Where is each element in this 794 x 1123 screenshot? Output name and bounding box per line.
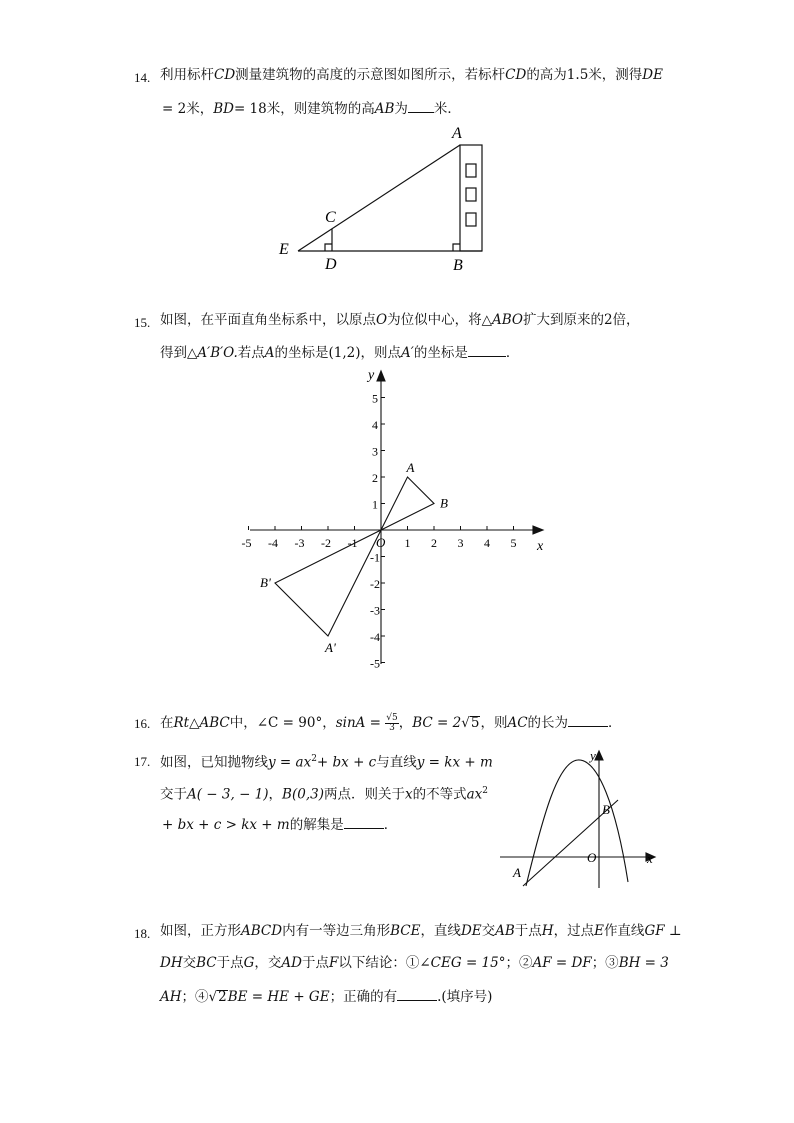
x-axis-label: x	[537, 539, 544, 554]
x-tick-label: 1	[404, 536, 411, 550]
x-tick-label: 5	[510, 536, 517, 550]
triangle-abo	[381, 477, 434, 530]
answer-blank[interactable]	[397, 986, 437, 1001]
x-tick-label: -3	[294, 536, 305, 550]
y-tick-label: -3	[370, 603, 380, 618]
q15-line-1: 如图，在平面直角坐标系中，以原点O为位似中心，将△ABO扩大到原来的2倍，	[160, 312, 640, 328]
y-tick-label: 2	[372, 471, 378, 485]
label-a: A	[406, 460, 415, 475]
q17-line-2: 交于A( − 3, − 1)，B(0,3)两点．则关于x的不等式$ax^2$	[160, 786, 489, 803]
window-1	[466, 164, 476, 177]
y-axis-arrow	[595, 751, 603, 760]
answer-blank[interactable]	[408, 98, 434, 113]
q14-diagram	[270, 120, 500, 275]
label-b-prime: B'	[260, 575, 271, 590]
y-tick-label: -4	[370, 630, 380, 644]
x-tick-label: -4	[268, 536, 278, 550]
q15-line-2: 得到△A′B′O.若点A的坐标是(1,2)，则点A′的坐标是 ．	[160, 342, 519, 362]
window-2	[466, 188, 476, 201]
answer-blank[interactable]	[568, 712, 608, 727]
q16-line: 在Rt△ABC中，∠C = 90°，sinA = $\frac{√5}{3}$ ，BC = 2√5，则AC的长为 ．	[160, 713, 622, 733]
x-tick-label: 2	[431, 536, 437, 550]
label-a-prime: A'	[325, 640, 336, 655]
y-tick-label: 3	[372, 444, 378, 459]
origin-label: O	[587, 850, 597, 865]
building-rect	[460, 145, 482, 251]
sin-fraction: $\frac{√5}{3}$	[386, 713, 398, 733]
label-b: B	[440, 495, 448, 511]
y-tick-label: 4	[372, 418, 378, 432]
question-number-14: 14.	[134, 70, 151, 85]
q17-graph	[498, 746, 663, 896]
sight-line	[298, 145, 460, 251]
y-axis-label: y	[590, 748, 596, 763]
question-number-16: 16.	[134, 716, 151, 731]
q14-line-2: = 2米，BD= 18米，则建筑物的高AB为 米．	[162, 98, 461, 118]
x-axis-label: x	[647, 851, 653, 866]
q14-line-1: 利用标杆CD测量建筑物的高度的示意图如图所示，若标杆CD的高为1.5米，测得DE	[160, 67, 663, 83]
window-3	[466, 213, 476, 226]
y-tick-label: -1	[370, 550, 380, 565]
question-number-18: 18.	[134, 926, 151, 941]
origin-label: O	[376, 535, 386, 550]
q18-line-2: DH交BC于点G，交AD于点F以下结论：①∠CEG = 15°；②AF = DF；③BH = 3	[160, 955, 669, 971]
right-angle-b	[453, 244, 460, 251]
label-b: B	[453, 257, 463, 274]
label-d: D	[325, 256, 337, 273]
y-tick-label: 5	[372, 391, 378, 406]
q18-line-1: 如图，正方形ABCD内有一等边三角形BCE，直线DE交AB于点H，过点E作直线GF ⊥	[160, 923, 682, 939]
question-number-17: 17.	[134, 754, 151, 769]
right-angle-d	[325, 244, 332, 251]
label-b: B	[602, 802, 610, 817]
x-tick-label: -5	[241, 536, 252, 550]
answer-blank[interactable]	[468, 342, 506, 357]
parabola-curve	[526, 760, 628, 886]
q17-line-3: + bx + c > kx + m的解集是 ．	[162, 814, 397, 834]
answer-blank[interactable]	[344, 814, 384, 829]
x-tick-label: -2	[321, 536, 331, 550]
label-c: C	[325, 209, 336, 226]
y-tick-label: -5	[370, 656, 380, 671]
y-axis-label: y	[368, 368, 375, 383]
q17-line-1: 如图，已知抛物线$y = ax^2+$ bx + c与直线y = kx + m	[160, 754, 493, 771]
x-tick-label: 4	[484, 536, 490, 550]
q18-line-3: AH；④√2BE = HE + GE；正确的有 .(填序号)	[160, 986, 492, 1006]
y-tick-label: 1	[372, 497, 378, 512]
x-tick-label: 3	[457, 536, 464, 550]
label-a: A	[513, 865, 521, 880]
q15-coordinate-plane	[230, 362, 560, 672]
label-e: E	[279, 241, 289, 258]
y-tick-label: -2	[370, 577, 380, 591]
y-axis-arrow	[377, 371, 385, 381]
x-tick-label: -1	[347, 536, 358, 550]
x-axis-arrow	[533, 526, 543, 534]
question-number-15: 15.	[134, 315, 151, 330]
label-a: A	[452, 125, 462, 142]
